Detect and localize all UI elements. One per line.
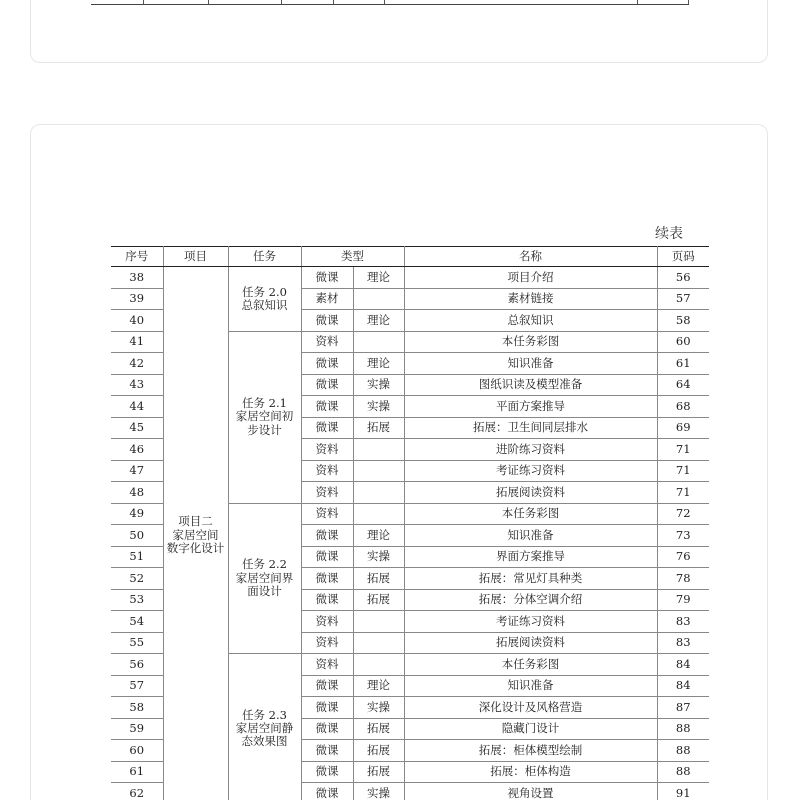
- resource-table: [111, 246, 709, 800]
- type-category: 微课: [301, 568, 353, 590]
- type-category: 微课: [301, 761, 353, 783]
- previous-table-bottom-edge: [91, 0, 689, 5]
- page-number: 88: [657, 718, 709, 740]
- row-number: 59: [111, 718, 163, 740]
- resource-name: 进阶练习资料: [404, 439, 657, 461]
- resource-name: 知识准备: [404, 353, 657, 375]
- table-body: [111, 267, 709, 800]
- type-category: 微课: [301, 697, 353, 719]
- type-category: 微课: [301, 310, 353, 332]
- page-number: 87: [657, 697, 709, 719]
- type-category: 资料: [301, 439, 353, 461]
- page-number: 84: [657, 675, 709, 697]
- header-project: 项目: [163, 247, 228, 267]
- type-subcategory: 理论: [353, 310, 404, 332]
- page-number: 60: [657, 331, 709, 353]
- resource-name: 项目介绍: [404, 267, 657, 289]
- row-number: 58: [111, 697, 163, 719]
- type-subcategory: 拓展: [353, 740, 404, 762]
- page-number: 68: [657, 396, 709, 418]
- resource-name: 拓展：柜体模型绘制: [404, 740, 657, 762]
- page-number: 71: [657, 460, 709, 482]
- header-name: 名称: [404, 247, 657, 267]
- table-row: [111, 267, 709, 289]
- type-subcategory: [353, 460, 404, 482]
- type-subcategory: [353, 611, 404, 633]
- row-number: 53: [111, 589, 163, 611]
- task-cell: 任务 2.1 家居空间初 步设计: [228, 331, 301, 503]
- page-card: [30, 124, 768, 800]
- resource-name: 拓展阅读资料: [404, 632, 657, 654]
- type-category: 素材: [301, 288, 353, 310]
- type-subcategory: 实操: [353, 374, 404, 396]
- page-number: 88: [657, 740, 709, 762]
- type-subcategory: [353, 654, 404, 676]
- row-number: 54: [111, 611, 163, 633]
- type-subcategory: 拓展: [353, 568, 404, 590]
- row-number: 44: [111, 396, 163, 418]
- resource-name: 考证练习资料: [404, 460, 657, 482]
- page-number: 71: [657, 439, 709, 461]
- task-cell: 任务 2.2 家居空间界 面设计: [228, 503, 301, 654]
- type-category: 微课: [301, 396, 353, 418]
- row-number: 60: [111, 740, 163, 762]
- page-number: 78: [657, 568, 709, 590]
- type-category: 微课: [301, 589, 353, 611]
- resource-name: 拓展阅读资料: [404, 482, 657, 504]
- type-category: 微课: [301, 374, 353, 396]
- resource-name: 总叙知识: [404, 310, 657, 332]
- resource-name: 拓展：柜体构造: [404, 761, 657, 783]
- resource-name: 知识准备: [404, 675, 657, 697]
- task-cell: 任务 2.3 家居空间静 态效果图: [228, 654, 301, 800]
- page-number: 88: [657, 761, 709, 783]
- previous-page-card: [30, 0, 768, 63]
- resource-name: 知识准备: [404, 525, 657, 547]
- row-number: 43: [111, 374, 163, 396]
- row-number: 56: [111, 654, 163, 676]
- type-subcategory: 理论: [353, 267, 404, 289]
- type-subcategory: 理论: [353, 353, 404, 375]
- header-page: 页码: [657, 247, 709, 267]
- type-subcategory: 拓展: [353, 718, 404, 740]
- resource-name: 本任务彩图: [404, 503, 657, 525]
- row-number: 51: [111, 546, 163, 568]
- continued-table-label: 续表: [655, 226, 683, 242]
- type-subcategory: 拓展: [353, 417, 404, 439]
- row-number: 52: [111, 568, 163, 590]
- row-number: 46: [111, 439, 163, 461]
- type-category: 微课: [301, 718, 353, 740]
- type-category: 资料: [301, 460, 353, 482]
- type-subcategory: 理论: [353, 675, 404, 697]
- row-number: 40: [111, 310, 163, 332]
- type-subcategory: 实操: [353, 396, 404, 418]
- resource-name: 考证练习资料: [404, 611, 657, 633]
- page-number: 71: [657, 482, 709, 504]
- page-number: 76: [657, 546, 709, 568]
- resource-name: 隐藏门设计: [404, 718, 657, 740]
- type-subcategory: 拓展: [353, 589, 404, 611]
- row-number: 55: [111, 632, 163, 654]
- type-category: 资料: [301, 654, 353, 676]
- task-cell: 任务 2.0 总叙知识: [228, 267, 301, 332]
- type-category: 资料: [301, 611, 353, 633]
- page-number: 72: [657, 503, 709, 525]
- project-cell: 项目二 家居空间 数字化设计: [163, 267, 228, 800]
- header-no: 序号: [111, 247, 163, 267]
- type-category: 微课: [301, 525, 353, 547]
- type-subcategory: 实操: [353, 546, 404, 568]
- type-subcategory: 拓展: [353, 761, 404, 783]
- header-task: 任务: [228, 247, 301, 267]
- page-number: 73: [657, 525, 709, 547]
- type-category: 资料: [301, 503, 353, 525]
- resource-name: 拓展：卫生间同层排水: [404, 417, 657, 439]
- page-number: 69: [657, 417, 709, 439]
- row-number: 48: [111, 482, 163, 504]
- row-number: 62: [111, 783, 163, 800]
- row-number: 47: [111, 460, 163, 482]
- page-number: 57: [657, 288, 709, 310]
- type-subcategory: 实操: [353, 697, 404, 719]
- resource-name: 界面方案推导: [404, 546, 657, 568]
- type-category: 微课: [301, 546, 353, 568]
- row-number: 61: [111, 761, 163, 783]
- resource-name: 视角设置: [404, 783, 657, 800]
- table-header-row: [111, 247, 709, 267]
- row-number: 57: [111, 675, 163, 697]
- resource-name: 平面方案推导: [404, 396, 657, 418]
- resource-name: 拓展：分体空调介绍: [404, 589, 657, 611]
- type-category: 微课: [301, 675, 353, 697]
- page-number: 91: [657, 783, 709, 800]
- page-number: 84: [657, 654, 709, 676]
- row-number: 49: [111, 503, 163, 525]
- resource-name: 本任务彩图: [404, 654, 657, 676]
- type-category: 微课: [301, 267, 353, 289]
- page-number: 61: [657, 353, 709, 375]
- row-number: 45: [111, 417, 163, 439]
- type-category: 微课: [301, 417, 353, 439]
- resource-name: 图纸识读及模型准备: [404, 374, 657, 396]
- type-category: 微课: [301, 783, 353, 800]
- type-subcategory: 理论: [353, 525, 404, 547]
- type-subcategory: [353, 439, 404, 461]
- resource-name: 深化设计及风格营造: [404, 697, 657, 719]
- row-number: 39: [111, 288, 163, 310]
- page-number: 83: [657, 611, 709, 633]
- page-number: 58: [657, 310, 709, 332]
- type-category: 资料: [301, 331, 353, 353]
- type-subcategory: 实操: [353, 783, 404, 800]
- type-subcategory: [353, 288, 404, 310]
- type-subcategory: [353, 482, 404, 504]
- header-type: 类型: [301, 247, 404, 267]
- type-category: 资料: [301, 632, 353, 654]
- type-category: 资料: [301, 482, 353, 504]
- resource-name: 本任务彩图: [404, 331, 657, 353]
- resource-name: 素材链接: [404, 288, 657, 310]
- resource-name: 拓展：常见灯具种类: [404, 568, 657, 590]
- type-subcategory: [353, 331, 404, 353]
- row-number: 50: [111, 525, 163, 547]
- page-number: 83: [657, 632, 709, 654]
- type-subcategory: [353, 503, 404, 525]
- page-number: 79: [657, 589, 709, 611]
- type-category: 微课: [301, 740, 353, 762]
- page-number: 56: [657, 267, 709, 289]
- type-category: 微课: [301, 353, 353, 375]
- type-subcategory: [353, 632, 404, 654]
- row-number: 42: [111, 353, 163, 375]
- page-number: 64: [657, 374, 709, 396]
- row-number: 41: [111, 331, 163, 353]
- row-number: 38: [111, 267, 163, 289]
